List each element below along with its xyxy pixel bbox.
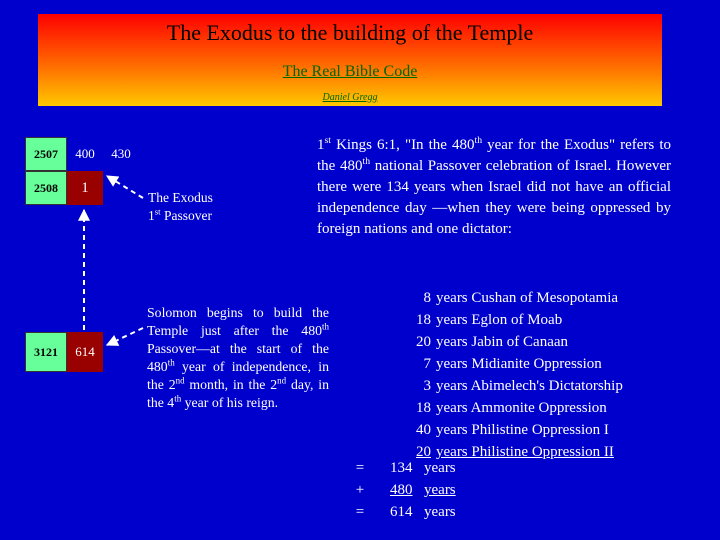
kings-paragraph: 1st Kings 6:1, "In the 480th year for the Exodus" refers to the 480th national Passover celebration of Israel. However there were 134 years when Israel did not have an official independence day —when they were being oppressed by foreign nations and one dictator:: [317, 135, 671, 237]
year-3121-text: 3121: [34, 344, 58, 359]
exodus-label: [148, 189, 258, 225]
subtitle-link[interactable]: The Real Bible Code: [282, 63, 418, 80]
temple-arrow: [107, 328, 143, 345]
slide-title: The Exodus to the building of the Temple: [166, 20, 534, 45]
year-2507-text: 2507: [34, 146, 58, 161]
value-430-text: 430: [111, 146, 131, 161]
solomon-paragraph: Solomon begins to build the Temple just after the 480th Passover—at the start of the 480th year of independence, in the 2nd month, in the 2nd day, in the 4th year of his reign.: [147, 305, 330, 410]
value-614-text: 614: [75, 344, 95, 359]
passover-line: 1st Passover: [148, 206, 212, 223]
year-2508-text: 2508: [34, 180, 58, 195]
exodus-arrow: [107, 176, 143, 198]
value-400-text: 400: [75, 146, 95, 161]
author-link[interactable]: Daniel Gregg: [322, 92, 378, 103]
exodus-line: The Exodus: [148, 190, 213, 205]
value-1-text: 1: [81, 179, 89, 196]
